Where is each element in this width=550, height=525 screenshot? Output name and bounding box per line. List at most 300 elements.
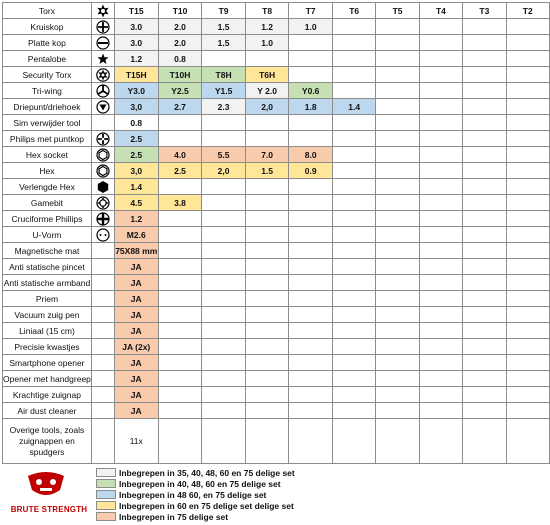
table-row: [3, 275, 550, 291]
empty-cell: [158, 419, 202, 464]
row-label: Krachtige zuignap: [3, 387, 92, 403]
table-row: [3, 195, 550, 211]
empty-cell: [506, 211, 549, 227]
empty-cell: [506, 67, 549, 83]
empty-cell: [506, 115, 549, 131]
empty-cell: [463, 371, 506, 387]
icon-cell: [91, 387, 114, 403]
empty-cell: [419, 227, 462, 243]
row-label: Security Torx: [3, 67, 92, 83]
empty-cell: [289, 259, 333, 275]
row-label: Precisie kwastjes: [3, 339, 92, 355]
legend-label: Inbegrepen in 48 60, en 75 delige set: [119, 489, 267, 500]
empty-cell: [289, 355, 333, 371]
legend-swatch: [96, 490, 116, 499]
empty-cell: [463, 275, 506, 291]
empty-cell: [245, 211, 289, 227]
table-row: [3, 115, 550, 131]
column-header: T5: [376, 3, 419, 19]
empty-cell: [419, 195, 462, 211]
value-cell: 1.5: [202, 35, 246, 51]
triangle-screw-icon: [91, 99, 114, 115]
table-row: [3, 67, 550, 83]
u-shape-icon: [91, 227, 114, 243]
row-label: Opener met handgreep: [3, 371, 92, 387]
empty-cell: [376, 115, 419, 131]
empty-cell: [463, 211, 506, 227]
empty-cell: [419, 339, 462, 355]
legend-swatch: [96, 479, 116, 488]
empty-cell: [463, 195, 506, 211]
value-cell: T10H: [158, 67, 202, 83]
empty-cell: [463, 339, 506, 355]
value-cell: JA: [114, 291, 158, 307]
empty-cell: [332, 67, 375, 83]
empty-cell: [202, 403, 246, 419]
icon-cell: [91, 323, 114, 339]
empty-cell: [289, 179, 333, 195]
hex-socket-icon: [91, 147, 114, 163]
legend-label: Inbegrepen in 35, 40, 48, 60 en 75 delige set: [119, 467, 295, 478]
empty-cell: [202, 323, 246, 339]
empty-cell: [419, 35, 462, 51]
empty-cell: [202, 195, 246, 211]
empty-cell: [419, 371, 462, 387]
empty-cell: [245, 195, 289, 211]
empty-cell: [419, 211, 462, 227]
empty-cell: [332, 147, 375, 163]
empty-cell: [463, 243, 506, 259]
empty-cell: [202, 211, 246, 227]
empty-cell: [202, 275, 246, 291]
empty-cell: [332, 275, 375, 291]
row-label: Tri-wing: [3, 83, 92, 99]
empty-cell: [419, 19, 462, 35]
row-label: Magnetische mat: [3, 243, 92, 259]
row-label: Air dust cleaner: [3, 403, 92, 419]
empty-cell: [506, 19, 549, 35]
empty-cell: [506, 243, 549, 259]
empty-cell: [332, 19, 375, 35]
empty-cell: [202, 179, 246, 195]
table-row: [3, 307, 550, 323]
extended-hex-icon: [91, 179, 114, 195]
value-cell: Y2.5: [158, 83, 202, 99]
row-label: Philips met puntkop: [3, 131, 92, 147]
empty-cell: [289, 403, 333, 419]
value-cell: 1.2: [114, 211, 158, 227]
security-torx-icon: [91, 67, 114, 83]
icon-cell: [91, 371, 114, 387]
empty-cell: [506, 179, 549, 195]
empty-cell: [376, 35, 419, 51]
value-cell: 1.4: [332, 99, 375, 115]
row-label: Verlengde Hex: [3, 179, 92, 195]
empty-cell: [463, 307, 506, 323]
empty-cell: [332, 339, 375, 355]
column-header: T2: [506, 3, 549, 19]
row-label: Pentalobe: [3, 51, 92, 67]
table-row: [3, 83, 550, 99]
empty-cell: [202, 355, 246, 371]
icon-cell: [91, 275, 114, 291]
empty-cell: [376, 371, 419, 387]
empty-cell: [289, 243, 333, 259]
empty-cell: [376, 227, 419, 243]
cross-screw-icon: [91, 19, 114, 35]
sim-pin-icon: [91, 115, 114, 131]
empty-cell: [158, 291, 202, 307]
empty-cell: [245, 419, 289, 464]
empty-cell: [158, 323, 202, 339]
empty-cell: [419, 307, 462, 323]
table-row: [3, 35, 550, 51]
value-cell: 1.5: [202, 19, 246, 35]
empty-cell: [376, 163, 419, 179]
value-cell: 0.8: [158, 51, 202, 67]
empty-cell: [419, 83, 462, 99]
empty-cell: [376, 259, 419, 275]
empty-cell: [376, 179, 419, 195]
value-cell: 8.0: [289, 147, 333, 163]
value-cell: T6H: [245, 67, 289, 83]
legend-label: Inbegrepen in 60 en 75 delige set delige set: [119, 500, 294, 511]
legend-item: [96, 511, 295, 522]
value-cell: JA: [114, 323, 158, 339]
empty-cell: [506, 371, 549, 387]
empty-cell: [376, 99, 419, 115]
empty-cell: [245, 323, 289, 339]
empty-cell: [332, 51, 375, 67]
empty-cell: [376, 147, 419, 163]
value-cell: 5.5: [202, 147, 246, 163]
empty-cell: [158, 275, 202, 291]
empty-cell: [289, 227, 333, 243]
empty-cell: [463, 67, 506, 83]
empty-cell: [289, 67, 333, 83]
empty-cell: [419, 323, 462, 339]
row-label: Hex socket: [3, 147, 92, 163]
value-cell: 3.8: [158, 195, 202, 211]
empty-cell: [419, 99, 462, 115]
empty-cell: [158, 115, 202, 131]
value-cell: 0.9: [289, 163, 333, 179]
icon-cell: [91, 291, 114, 307]
hex-icon: [91, 163, 114, 179]
row-label: Anti statische armband: [3, 275, 92, 291]
empty-cell: [463, 83, 506, 99]
empty-cell: [158, 387, 202, 403]
empty-cell: [376, 291, 419, 307]
empty-cell: [332, 115, 375, 131]
empty-cell: [463, 403, 506, 419]
value-cell: T8H: [202, 67, 246, 83]
row-label: Smartphone opener: [3, 355, 92, 371]
value-cell: 4.0: [158, 147, 202, 163]
value-cell: 1.2: [114, 51, 158, 67]
icon-cell: [91, 259, 114, 275]
empty-cell: [419, 131, 462, 147]
legend-swatch: [96, 512, 116, 521]
tool-comparison-table: [2, 2, 550, 464]
empty-cell: [332, 355, 375, 371]
value-cell: JA: [114, 259, 158, 275]
value-cell: 2.3: [202, 99, 246, 115]
empty-cell: [332, 195, 375, 211]
row-label: Sim verwijder tool: [3, 115, 92, 131]
empty-cell: [332, 163, 375, 179]
empty-cell: [506, 259, 549, 275]
empty-cell: [202, 51, 246, 67]
column-header: T4: [419, 3, 462, 19]
empty-cell: [158, 259, 202, 275]
value-cell: 1.5: [245, 163, 289, 179]
legend-label: Inbegrepen in 75 delige set: [119, 511, 229, 522]
empty-cell: [245, 115, 289, 131]
empty-cell: [289, 339, 333, 355]
empty-cell: [376, 131, 419, 147]
icon-cell: [91, 419, 114, 464]
empty-cell: [506, 195, 549, 211]
value-cell: 2.5: [158, 163, 202, 179]
empty-cell: [506, 147, 549, 163]
legend-item: [96, 478, 295, 489]
empty-cell: [419, 243, 462, 259]
value-cell: 3.0: [114, 19, 158, 35]
value-cell: 2.5: [114, 131, 158, 147]
value-cell: JA: [114, 275, 158, 291]
value-cell: 2.5: [114, 147, 158, 163]
empty-cell: [289, 371, 333, 387]
empty-cell: [463, 115, 506, 131]
empty-cell: [202, 419, 246, 464]
empty-cell: [245, 387, 289, 403]
value-cell: JA: [114, 403, 158, 419]
value-cell: Y3.0: [114, 83, 158, 99]
empty-cell: [463, 35, 506, 51]
empty-cell: [202, 307, 246, 323]
icon-cell: [91, 403, 114, 419]
empty-cell: [463, 99, 506, 115]
column-header: T6: [332, 3, 375, 19]
table-row: [3, 51, 550, 67]
brand-name: BRUTE STRENGTH: [10, 505, 88, 514]
empty-cell: [506, 227, 549, 243]
empty-cell: [245, 291, 289, 307]
empty-cell: [419, 163, 462, 179]
row-label: Platte kop: [3, 35, 92, 51]
empty-cell: [332, 179, 375, 195]
legend-swatch: [96, 468, 116, 477]
table-row: [3, 147, 550, 163]
empty-cell: [332, 419, 375, 464]
tri-wing-icon: [91, 83, 114, 99]
color-legend: [96, 467, 295, 522]
empty-cell: [202, 387, 246, 403]
value-cell: 3,0: [114, 99, 158, 115]
empty-cell: [376, 323, 419, 339]
row-label: Vacuum zuig pen: [3, 307, 92, 323]
empty-cell: [289, 323, 333, 339]
table-row: [3, 355, 550, 371]
value-cell: 2.0: [158, 19, 202, 35]
empty-cell: [332, 35, 375, 51]
empty-cell: [376, 51, 419, 67]
empty-cell: [245, 339, 289, 355]
empty-cell: [506, 339, 549, 355]
empty-cell: [245, 403, 289, 419]
empty-cell: [289, 51, 333, 67]
empty-cell: [463, 131, 506, 147]
empty-cell: [332, 387, 375, 403]
empty-cell: [506, 163, 549, 179]
empty-cell: [332, 403, 375, 419]
row-label: Gamebit: [3, 195, 92, 211]
empty-cell: [419, 51, 462, 67]
value-cell: JA: [114, 387, 158, 403]
table-row: [3, 403, 550, 419]
value-cell: 1.8: [289, 99, 333, 115]
table-row: [3, 227, 550, 243]
legend-swatch: [96, 501, 116, 510]
empty-cell: [332, 323, 375, 339]
empty-cell: [158, 211, 202, 227]
value-cell: 2,0: [245, 99, 289, 115]
table-row: [3, 371, 550, 387]
icon-cell: [91, 339, 114, 355]
empty-cell: [506, 99, 549, 115]
value-cell: 7.0: [245, 147, 289, 163]
empty-cell: [506, 275, 549, 291]
flat-screw-icon: [91, 35, 114, 51]
table-row: [3, 419, 550, 464]
empty-cell: [376, 243, 419, 259]
empty-cell: [506, 355, 549, 371]
empty-cell: [506, 323, 549, 339]
column-header: T10: [158, 3, 202, 19]
row-label: Priem: [3, 291, 92, 307]
empty-cell: [332, 243, 375, 259]
star-icon: [91, 51, 114, 67]
legend-item: [96, 489, 295, 500]
empty-cell: [332, 371, 375, 387]
empty-cell: [506, 419, 549, 464]
empty-cell: [245, 371, 289, 387]
value-cell: 75X88 mm: [114, 243, 158, 259]
value-cell: Y0.6: [289, 83, 333, 99]
column-header: T8: [245, 3, 289, 19]
empty-cell: [419, 259, 462, 275]
empty-cell: [245, 179, 289, 195]
table-row: [3, 163, 550, 179]
empty-cell: [289, 211, 333, 227]
value-cell: 0.8: [114, 115, 158, 131]
value-cell: T15H: [114, 67, 158, 83]
value-cell: Y1.5: [202, 83, 246, 99]
empty-cell: [245, 275, 289, 291]
empty-cell: [202, 243, 246, 259]
empty-cell: [376, 355, 419, 371]
empty-cell: [245, 259, 289, 275]
empty-cell: [376, 419, 419, 464]
empty-cell: [376, 83, 419, 99]
empty-cell: [463, 387, 506, 403]
empty-cell: [332, 307, 375, 323]
empty-cell: [202, 115, 246, 131]
empty-cell: [332, 227, 375, 243]
empty-cell: [158, 307, 202, 323]
empty-cell: [419, 275, 462, 291]
empty-cell: [419, 147, 462, 163]
empty-cell: [332, 211, 375, 227]
empty-cell: [419, 403, 462, 419]
value-cell: JA: [114, 307, 158, 323]
empty-cell: [376, 275, 419, 291]
header-row: [3, 3, 550, 19]
empty-cell: [289, 387, 333, 403]
empty-cell: [376, 307, 419, 323]
row-label: Overige tools, zoals zuignappen en spudgers: [3, 419, 92, 464]
value-cell: JA: [114, 355, 158, 371]
row-label: Driepunt/driehoek: [3, 99, 92, 115]
table-row: [3, 339, 550, 355]
empty-cell: [419, 419, 462, 464]
empty-cell: [506, 387, 549, 403]
empty-cell: [158, 339, 202, 355]
empty-cell: [158, 371, 202, 387]
empty-cell: [376, 19, 419, 35]
empty-cell: [463, 179, 506, 195]
empty-cell: [419, 355, 462, 371]
phillips-point-icon: [91, 131, 114, 147]
empty-cell: [419, 387, 462, 403]
value-cell: 2.0: [158, 35, 202, 51]
empty-cell: [289, 291, 333, 307]
icon-cell: [91, 355, 114, 371]
empty-cell: [506, 307, 549, 323]
table-row: [3, 211, 550, 227]
empty-cell: [419, 67, 462, 83]
row-label: Cruciforme Phillips: [3, 211, 92, 227]
empty-cell: [332, 131, 375, 147]
empty-cell: [158, 131, 202, 147]
table-row: [3, 99, 550, 115]
empty-cell: [289, 275, 333, 291]
empty-cell: [245, 307, 289, 323]
empty-cell: [463, 51, 506, 67]
value-cell: JA (2x): [114, 339, 158, 355]
row-label: Torx: [3, 3, 92, 19]
value-cell: 11x: [114, 419, 158, 464]
empty-cell: [158, 403, 202, 419]
empty-cell: [376, 195, 419, 211]
value-cell: 3,0: [114, 163, 158, 179]
empty-cell: [245, 131, 289, 147]
empty-cell: [245, 355, 289, 371]
empty-cell: [202, 371, 246, 387]
empty-cell: [158, 243, 202, 259]
row-label: Kruiskop: [3, 19, 92, 35]
icon-cell: [91, 307, 114, 323]
value-cell: JA: [114, 371, 158, 387]
empty-cell: [463, 163, 506, 179]
empty-cell: [506, 35, 549, 51]
empty-cell: [158, 355, 202, 371]
value-cell: 3.0: [114, 35, 158, 51]
empty-cell: [506, 291, 549, 307]
table-row: [3, 19, 550, 35]
column-header: T9: [202, 3, 246, 19]
